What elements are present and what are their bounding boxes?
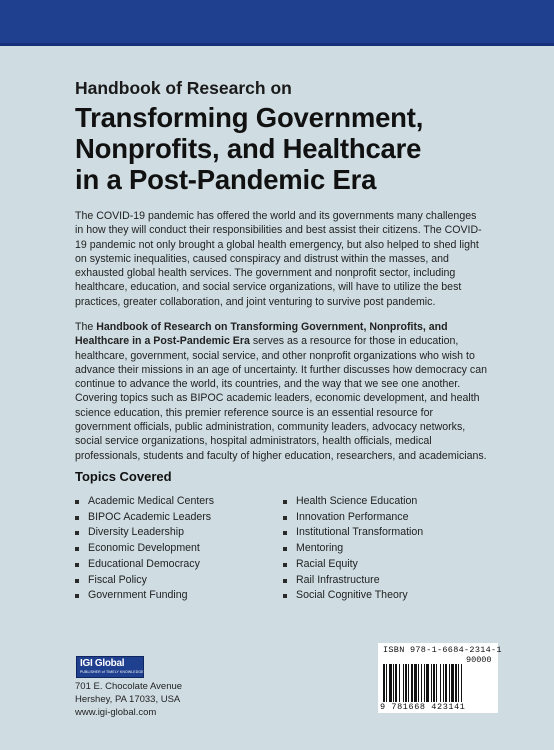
topic-label: BIPOC Academic Leaders	[88, 510, 212, 523]
topics-list-right	[283, 494, 423, 604]
barcode-bar	[418, 664, 419, 702]
bullet-icon	[75, 579, 79, 583]
barcode-bar	[386, 664, 387, 702]
title-block	[75, 77, 485, 195]
top-color-band	[0, 0, 554, 46]
topic-label: Rail Infrastructure	[296, 573, 380, 586]
series-title: Handbook of Research on	[75, 78, 292, 98]
topic-label: Academic Medical Centers	[88, 495, 214, 507]
barcode-bar	[405, 664, 407, 702]
topic-item	[75, 573, 214, 589]
topic-item	[75, 588, 214, 604]
bullet-icon	[75, 516, 79, 520]
topic-item	[283, 541, 423, 557]
website-link[interactable]: www.igi-global.com	[75, 707, 157, 718]
topic-label: Mentoring	[296, 542, 344, 555]
barcode-bar	[436, 664, 437, 702]
barcode-bars	[383, 664, 493, 702]
description-paragraph-1: The COVID-19 pandemic has offered the world and its governments many challenges in how they will conduct their responsibilities and best assist their citizens. The COVID-19 pandemic not only brought a global health emergency, but also helped to shed light on systemic inequalities, caused conspiracy and distrust within the masses, and exhausted global health services. The government and nonprofit sector, including healthcare, education, and social service organizations, will have to utilize the best practices, greater collaboration, and joint venturing to survive post pandemic.	[75, 210, 482, 308]
topic-label: Economic Development	[88, 542, 200, 555]
barcode-bar	[421, 664, 422, 702]
barcode-bar	[408, 664, 409, 702]
barcode-bar	[383, 664, 385, 702]
barcode-bar	[424, 664, 425, 702]
topic-item	[283, 557, 423, 573]
topic-label: Health Science Education	[296, 495, 418, 507]
barcode-bar	[443, 664, 444, 702]
barcode-digits: 9 781668 423141	[380, 702, 466, 712]
description-paragraph-2	[75, 320, 487, 463]
logo-tagline: PUBLISHER of TIMELY KNOWLEDGE	[80, 670, 144, 674]
barcode-bar	[399, 664, 400, 702]
price-code: 90000	[466, 655, 492, 665]
topic-label: Institutional Transformation	[296, 526, 424, 539]
barcode-bar	[458, 664, 459, 702]
barcode-bar	[411, 664, 413, 702]
topic-label: Government Funding	[88, 589, 188, 602]
topic-label: Innovation Performance	[296, 510, 409, 523]
bullet-icon	[283, 563, 287, 567]
topic-item	[283, 510, 423, 526]
bullet-icon	[75, 500, 79, 504]
barcode-bar	[403, 664, 404, 702]
barcode-bar	[433, 664, 435, 702]
barcode-bar	[393, 664, 394, 702]
paragraph-2-book-title: Handbook of Research on Transforming Government, Nonprofits, and Healthcare in a Post-Pandemic Era	[75, 321, 448, 348]
topic-label: Educational Democracy	[88, 557, 200, 570]
barcode-bar	[414, 664, 417, 702]
barcode-bar	[426, 664, 429, 702]
bullet-icon	[75, 594, 79, 598]
bullet-icon	[75, 531, 79, 535]
topic-label: Social Cognitive Theory	[296, 589, 408, 602]
topic-item	[75, 541, 214, 557]
bullet-icon	[283, 579, 287, 583]
publisher-address	[75, 680, 182, 719]
topic-item	[75, 557, 214, 573]
barcode-bar	[455, 664, 457, 702]
bullet-icon	[75, 563, 79, 567]
paragraph-2-prefix: The	[75, 321, 97, 333]
topics-heading: Topics Covered	[75, 469, 172, 484]
paragraph-2-body: serves as a resource for those in education, healthcare, government, social service, and other nonprofit organizations who wish to advance their missions in an age of uncertainty. It further discusses how democracy can continue to advance the world, its countries, and the way that we see one another. Covering topics such as BIPOC academic leaders, economic development, and health science education, this premier reference source is an essential resource for government officials, public administration, community leaders, advocacy networks, social service organizations, hospital administrators, health officials, medical professionals, students and faculty of higher education, researchers, and academicians.	[75, 335, 487, 462]
isbn-number: ISBN 978-1-6684-2314-1	[383, 645, 502, 655]
topic-item	[75, 494, 214, 510]
logo-name: IGI Global	[80, 658, 125, 669]
address-line-2: Hershey, PA 17033, USA	[75, 694, 181, 705]
barcode-bar	[445, 664, 447, 702]
barcode-bar	[461, 664, 462, 702]
bullet-icon	[283, 516, 287, 520]
book-title: Transforming Government, Nonprofits, and Healthcare in a Post-Pandemic Era	[75, 102, 424, 195]
topic-item	[75, 525, 214, 541]
bullet-icon	[283, 594, 287, 598]
barcode-bar	[440, 664, 441, 702]
topic-label: Racial Equity	[296, 557, 358, 570]
topic-item	[75, 510, 214, 526]
barcode-bar	[449, 664, 450, 702]
address-line-1: 701 E. Chocolate Avenue	[75, 681, 183, 692]
topic-item	[283, 573, 423, 589]
bullet-icon	[283, 547, 287, 551]
bullet-icon	[283, 500, 287, 504]
barcode-bar	[451, 664, 454, 702]
isbn-barcode	[378, 643, 502, 713]
barcode-bar	[431, 664, 432, 702]
topic-item	[283, 525, 423, 541]
barcode-bar	[395, 664, 397, 702]
topics-list-left	[75, 494, 214, 604]
bullet-icon	[75, 547, 79, 551]
topic-item	[283, 588, 423, 604]
topic-item	[283, 494, 423, 510]
topic-label: Fiscal Policy	[88, 573, 147, 586]
igi-global-logo	[76, 656, 144, 678]
bullet-icon	[283, 531, 287, 535]
topic-label: Diversity Leadership	[88, 526, 184, 539]
barcode-bar	[389, 664, 392, 702]
